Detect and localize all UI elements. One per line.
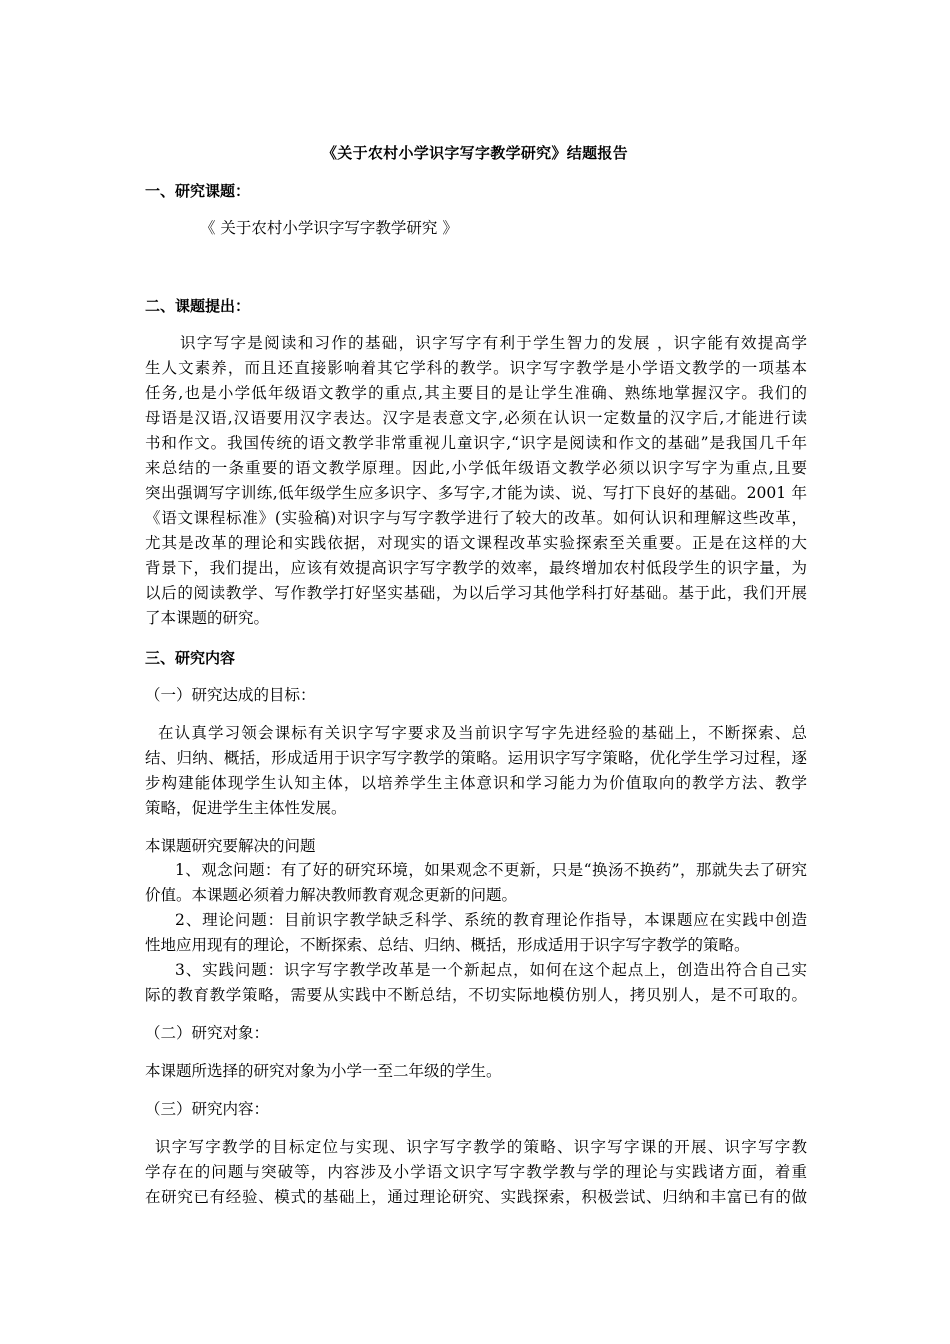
- paragraph-line: 来总结的一条重要的语文教学原理。因此,小学低年级语文教学必须以识字写字为重点,且要: [145, 459, 807, 477]
- paragraph-line: 识字写字是阅读和习作的基础，识字写字有利于学生智力的发展 ，识字能有效提高学: [180, 334, 807, 352]
- section2-heading: 二、课题提出：: [145, 297, 251, 315]
- subsection-target-label: （二）研究对象：: [145, 1024, 270, 1042]
- problems-label: 本课题研究要解决的问题: [145, 837, 316, 855]
- paragraph-line: 在研究已有经验、模式的基础上，通过理论研究、实践探索，积极尝试、归纳和丰富已有的做: [145, 1188, 807, 1206]
- paragraph-line: 结、归纳、概括，形成适用于识字写字教学的策略。运用识字写字策略，优化学生学习过程，逐: [145, 749, 807, 767]
- paragraph-line: 在认真学习领会课标有关识字写字要求及当前识字写字先进经验的基础上，不断探索、总: [158, 724, 807, 742]
- paragraph-line: 策略，促进学生主体性发展。: [145, 799, 347, 817]
- paragraph-line: 书和作文。我国传统的语文教学非常重视儿童识字,“识字是阅读和作文的基础”是我国几千年: [145, 434, 807, 452]
- paragraph-line: 母语是汉语,汉语要用汉字表达。汉字是表意文字,必须在认识一定数量的汉字后,才能进行读: [145, 409, 807, 427]
- problem-line: 2、理论问题：目前识字教学缺乏科学、系统的教育理论作指导，本课题应在实践中创造: [175, 911, 807, 929]
- problem-line: 3、实践问题：识字写字教学改革是一个新起点，如何在这个起点上，创造出符合自己实: [175, 961, 807, 979]
- problem-line: 价值。本课题必须着力解决教师教育观念更新的问题。: [145, 886, 518, 904]
- paragraph-line: 生人文素养，而且还直接影响着其它学科的教学。识字写字教学是小学语文教学的一项基本: [145, 359, 807, 377]
- paragraph-line: 尤其是改革的理论和实践依据，对现实的语文课程改革实验探索至关重要。正是在这样的大: [145, 534, 807, 552]
- section3-heading: 三、研究内容: [145, 649, 236, 667]
- paragraph-line: 步构建能体现学生认知主体，以培养学生主体意识和学习能力为价值取向的教学方法、教学: [145, 774, 807, 792]
- paragraph-line: 突出强调写字训练,低年级学生应多识字、多写字,才能为读、说、写打下良好的基础。2001 年: [145, 484, 807, 502]
- paragraph-line: 识字写字教学的目标定位与实现、识字写字教学的策略、识字写字课的开展、识字写字教: [155, 1138, 807, 1156]
- problem-line: 1、观念问题：有了好的研究环境，如果观念不更新，只是“换汤不换药”，那就失去了研究: [175, 861, 807, 879]
- paragraph-line: 以后的阅读教学、写作教学打好坚实基础，为以后学习其他学科打好基础。基于此，我们开展: [145, 584, 807, 602]
- research-target-text: 本课题所选择的研究对象为小学一至二年级的学生。: [145, 1062, 502, 1080]
- paragraph-line: 任务,也是小学低年级语文教学的重点,其主要目的是让学生准确、熟练地掌握汉字。我们的: [145, 384, 807, 402]
- problem-line: 性地应用现有的理论，不断探索、总结、归纳、概括，形成适用于识字写字教学的策略。: [145, 936, 750, 954]
- section1-heading: 一、研究课题：: [145, 182, 251, 200]
- paragraph-line: 《语文课程标准》(实验稿)对识字与写字教学进行了较大的改革。如何认识和理解这些改革，: [145, 509, 807, 527]
- research-topic: 《 关于农村小学识字写字教学研究 》: [200, 219, 458, 237]
- subsection-content-label: （三）研究内容：: [145, 1100, 270, 1118]
- subsection-goal-label: （一）研究达成的目标：: [145, 686, 316, 704]
- paragraph-line: 学存在的问题与突破等，内容涉及小学语文识字写字教学教与学的理论与实践诸方面，着重: [145, 1163, 807, 1181]
- paragraph-line: 背景下，我们提出，应该有效提高识字写字教学的效率，最终增加农村低段学生的识字量，为: [145, 559, 807, 577]
- problem-line: 际的教育教学策略，需要从实践中不断总结，不切实际地模仿别人，拷贝别人，是不可取的。: [145, 986, 807, 1004]
- paragraph-line: 了本课题的研究。: [145, 609, 270, 627]
- document-title: 《关于农村小学识字写字教学研究》结题报告: [321, 144, 628, 162]
